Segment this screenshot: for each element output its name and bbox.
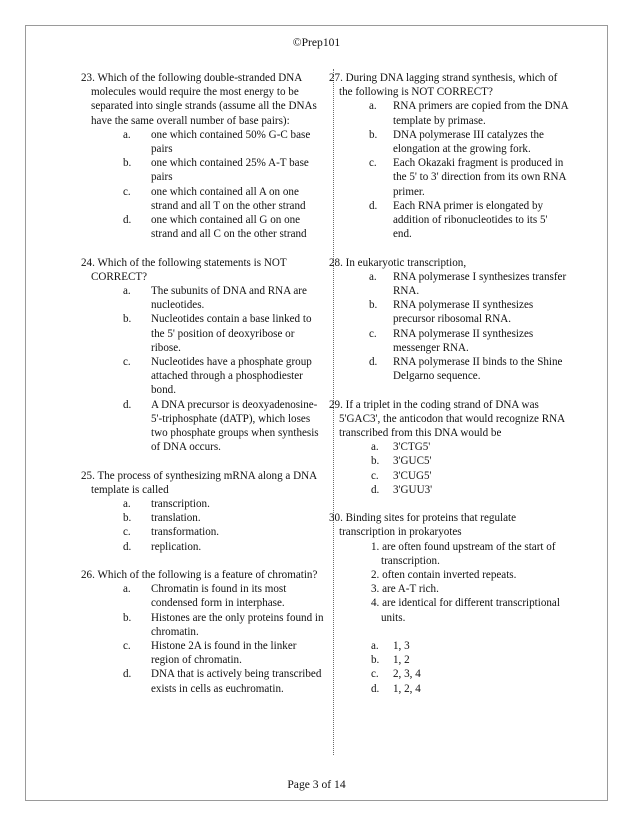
statement-item: 1. are often found upstream of the start of transcription. [371, 540, 556, 567]
page-header: ©Prep101 [292, 36, 341, 49]
option-letter: a. [371, 441, 379, 454]
option-text: RNA polymerase I synthesizes transfer RNA. [393, 270, 567, 298]
option-text: 1, 2, 4 [393, 682, 421, 695]
option-text: RNA polymerase II binds to the Shine Delgarno sequence. [393, 356, 563, 383]
question-stem: 30. Binding sites for proteins that regulate transcription in prokaryotes [329, 512, 517, 539]
answer-option [81, 667, 326, 695]
answer-option [329, 199, 569, 242]
question-stem: 23. Which of the following double-stranded DNA molecules would require the most energy to be separated into single strands (assume all the DNAs have the same overall number of base pairs): [81, 72, 317, 127]
statement-item: 2. often contain inverted repeats. [371, 569, 517, 582]
answer-option [329, 99, 569, 127]
option-letter: d. [371, 483, 380, 496]
answer-option [329, 298, 569, 326]
statement-list [329, 540, 569, 625]
question-stem: 27. During DNA lagging strand synthesis, which of the following is NOT CORRECT? [329, 72, 558, 99]
option-letter: c. [371, 469, 379, 482]
answer-option [81, 312, 326, 355]
answer-option [81, 525, 326, 539]
answer-option [81, 284, 326, 312]
option-text: one which contained all A on one strand and all T on the other strand [151, 185, 306, 212]
option-text: transcription. [151, 498, 210, 511]
option-letter: d. [123, 214, 132, 227]
option-text: 3'CUG5' [393, 469, 432, 482]
question-28 [329, 256, 569, 384]
option-letter: a. [371, 640, 379, 653]
option-letter: b. [369, 128, 378, 141]
question-25 [81, 469, 326, 554]
option-letter: c. [123, 640, 131, 653]
option-text: one which contained 25% A-T base pairs [151, 157, 309, 184]
option-text: DNA polymerase III catalyzes the elongation at the growing fork. [393, 128, 544, 156]
option-text: Histone 2A is found in the linker region of chromatin. [151, 640, 297, 667]
statement-item: 4. are identical for different transcriptional units. [371, 597, 560, 624]
option-letter: b. [123, 512, 132, 525]
answer-options [81, 582, 326, 696]
answer-option [81, 156, 326, 184]
option-text: RNA polymerase II synthesizes messenger RNA. [393, 327, 534, 354]
option-text: A DNA precursor is deoxyadenosine-5'-triphosphate (dATP), which loses two phosphate groups when synthesis of DNA occurs. [151, 398, 319, 454]
exam-page [25, 25, 608, 801]
answer-option [81, 611, 326, 639]
option-letter: c. [371, 668, 379, 681]
option-letter: c. [123, 356, 131, 369]
option-letter: b. [123, 313, 132, 326]
option-letter: b. [371, 654, 380, 667]
option-letter: d. [123, 398, 132, 411]
answer-option [81, 639, 326, 667]
question-stem: 28. In eukaryotic transcription, [329, 256, 467, 269]
option-text: 1, 2 [393, 654, 410, 667]
question-27 [329, 71, 569, 241]
left-column [81, 71, 326, 710]
answer-option [329, 355, 569, 383]
answer-option [81, 185, 326, 213]
option-letter: d. [123, 540, 132, 553]
option-text: Each Okazaki fragment is produced in the 5' to 3' direction from its own RNA primer. [393, 157, 566, 198]
answer-option [329, 327, 569, 355]
option-text: 3'CTG5' [393, 441, 431, 454]
option-text: 3'GUC5' [393, 455, 432, 468]
option-letter: c. [369, 327, 377, 340]
spacer [329, 625, 569, 639]
option-letter: c. [369, 157, 377, 170]
question-23 [81, 71, 326, 241]
option-letter: b. [369, 299, 378, 312]
answer-option [329, 270, 569, 298]
answer-options [329, 639, 569, 696]
option-text: one which contained 50% G-C base pairs [151, 128, 311, 156]
answer-option [329, 682, 569, 696]
answer-option [329, 653, 569, 667]
answer-option [81, 128, 326, 156]
answer-options [81, 128, 326, 242]
option-text: one which contained all G on one strand and all C on the other strand [151, 214, 307, 241]
question-stem: 25. The process of synthesizing mRNA along a DNA template is called [81, 469, 317, 496]
answer-option [329, 440, 569, 454]
answer-option [81, 582, 326, 610]
option-letter: a. [123, 583, 131, 596]
page-footer: Page 3 of 14 [287, 778, 346, 791]
option-text: Histones are the only proteins found in chromatin. [151, 611, 324, 638]
option-letter: d. [123, 668, 132, 681]
question-stem: 29. If a triplet in the coding strand of DNA was 5'GAC3', the anticodon that would recognize RNA transcribed from this DNA would be [329, 398, 565, 440]
option-text: Nucleotides contain a base linked to the 5' position of deoxyribose or ribose. [151, 313, 312, 354]
answer-option [81, 497, 326, 511]
option-text: replication. [151, 540, 202, 553]
option-text: RNA primers are copied from the DNA template by primase. [393, 100, 568, 127]
answer-option [81, 355, 326, 398]
answer-options [329, 99, 569, 241]
option-text: 2, 3, 4 [393, 668, 421, 681]
option-letter: d. [369, 199, 378, 212]
answer-options [329, 440, 569, 497]
question-stem: 24. Which of the following statements is NOT CORRECT? [81, 256, 287, 283]
answer-options [81, 284, 326, 454]
option-letter: a. [123, 128, 131, 141]
answer-option [329, 156, 569, 199]
option-text: transformation. [151, 526, 220, 539]
question-30 [329, 511, 569, 696]
option-letter: b. [371, 455, 380, 468]
answer-option [329, 128, 569, 156]
option-letter: a. [369, 270, 377, 283]
answer-option [329, 454, 569, 468]
option-text: RNA polymerase II synthesizes precursor ribosomal RNA. [393, 299, 534, 326]
option-text: Nucleotides have a phosphate group attached through a phosphodiester bond. [151, 356, 312, 397]
option-text: The subunits of DNA and RNA are nucleotides. [151, 285, 307, 312]
answer-options [329, 270, 569, 384]
answer-option [329, 483, 569, 497]
question-29 [329, 398, 569, 497]
option-text: Chromatin is found in its most condensed form in interphase. [151, 583, 287, 610]
option-letter: a. [123, 285, 131, 298]
option-letter: c. [123, 526, 131, 539]
answer-option [81, 213, 326, 241]
answer-option [81, 511, 326, 525]
option-text: DNA that is actively being transcribed exists in cells as euchromatin. [151, 668, 322, 695]
question-26 [81, 568, 326, 696]
question-stem: 26. Which of the following is a feature of chromatin? [81, 569, 318, 582]
option-text: translation. [151, 512, 201, 525]
answer-option [81, 540, 326, 554]
answer-option [329, 639, 569, 653]
option-letter: c. [123, 185, 131, 198]
option-letter: a. [123, 498, 131, 511]
option-letter: a. [369, 100, 377, 113]
option-letter: d. [369, 356, 378, 369]
option-text: Each RNA primer is elongated by addition of ribonucleotides to its 5' end. [393, 199, 548, 241]
answer-option [329, 667, 569, 681]
answer-option [81, 398, 326, 455]
right-column [329, 71, 569, 710]
answer-option [329, 469, 569, 483]
option-letter: b. [123, 611, 132, 624]
question-24 [81, 256, 326, 455]
answer-options [81, 497, 326, 554]
option-text: 1, 3 [393, 640, 410, 653]
option-text: 3'GUU3' [393, 483, 433, 496]
option-letter: b. [123, 157, 132, 170]
statement-item: 3. are A-T rich. [371, 583, 439, 596]
option-letter: d. [371, 682, 380, 695]
